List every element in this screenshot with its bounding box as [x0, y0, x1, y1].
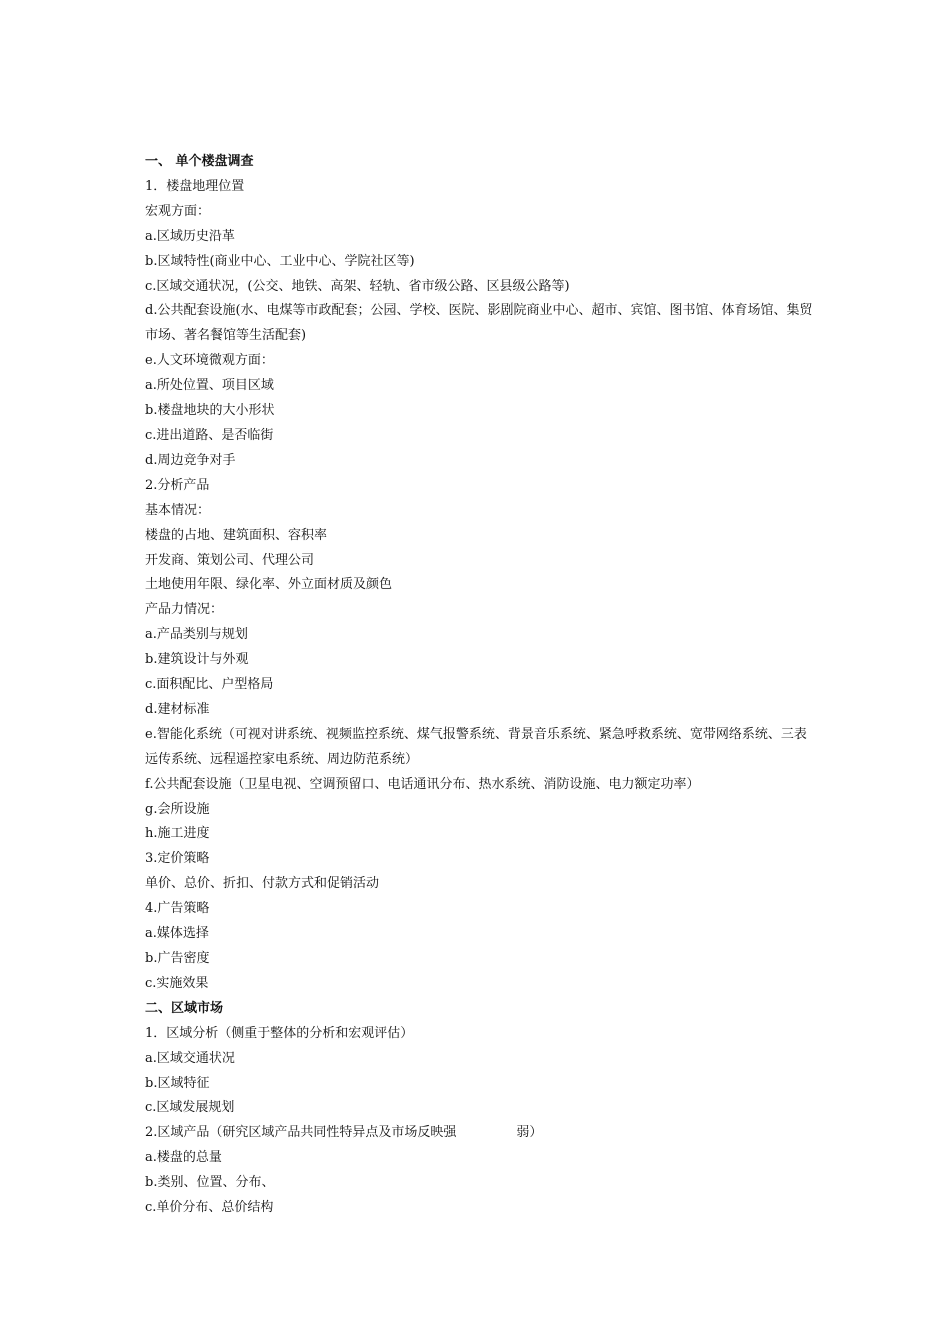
- text-line: 基本情况：: [145, 502, 211, 518]
- list-item: d.公共配套设施(水、电煤等市政配套；公园、学校、医院、影剧院商业中心、超市、宾馆、图书馆、体育场馆、集贸市场、著名餐馆等生活配套): [145, 303, 813, 344]
- list-item: d.周边竞争对手: [145, 452, 236, 468]
- subheading-text: 2.区域产品（研究区域产品共同性特异点及市场反映强: [145, 1125, 457, 1141]
- subheading: 1．区域分析（侧重于整体的分析和宏观评估）: [145, 1025, 414, 1041]
- list-item: a.产品类别与规划: [145, 627, 248, 643]
- list-item: c.实施效果: [145, 975, 209, 991]
- text-line: 开发商、策划公司、代理公司: [145, 552, 315, 568]
- list-item: a.所处位置、项目区域: [145, 378, 274, 394]
- list-item: b.区域特性(商业中心、工业中心、学院社区等): [145, 253, 415, 269]
- list-item: c.区域发展规划: [145, 1100, 235, 1116]
- list-item: b.区域特征: [145, 1075, 210, 1091]
- list-item: f.公共配套设施（卫星电视、空调预留口、电话通讯分布、热水系统、消防设施、电力额定功率）: [145, 776, 700, 792]
- subheading: 2.分析产品: [145, 477, 210, 493]
- text-line: 产品力情况：: [145, 602, 224, 618]
- text-line: 单价、总价、折扣、付款方式和促销活动: [145, 876, 380, 892]
- section-heading-2: 二、区域市场: [145, 1000, 224, 1016]
- list-item: a.区域交通状况: [145, 1050, 235, 1066]
- text-line: 宏观方面：: [145, 203, 211, 219]
- list-item: e.智能化系统（可视对讲系统、视频监控系统、煤气报警系统、背景音乐系统、紧急呼救系统、宽带网络系统、三表远传系统、远程遥控家电系统、周边防范系统）: [145, 726, 807, 767]
- list-item: b.类别、位置、分布、: [145, 1175, 275, 1191]
- list-item: b.建筑设计与外观: [145, 652, 249, 668]
- list-item: g.会所设施: [145, 801, 210, 817]
- list-item: d.建材标准: [145, 701, 210, 717]
- list-item: b.广告密度: [145, 951, 210, 966]
- list-item: c.进出道路、是否临街: [145, 427, 274, 443]
- list-item: b.楼盘地块的大小形状: [145, 403, 275, 419]
- subheading: 3.定价策略: [145, 851, 210, 867]
- list-item: a.楼盘的总量: [145, 1150, 222, 1166]
- list-item: e.人文环境微观方面：: [145, 353, 274, 369]
- document-page: [145, 150, 815, 1221]
- list-item: a.媒体选择: [145, 926, 209, 942]
- subheading: 4.广告策略: [145, 901, 210, 917]
- subheading-tail: 弱）: [516, 1125, 543, 1141]
- text-line: 土地使用年限、绿化率、外立面材质及颜色: [145, 577, 393, 593]
- list-item: c.单价分布、总价结构: [145, 1200, 274, 1216]
- subheading: 1．楼盘地理位置: [145, 178, 245, 194]
- list-item: h.施工进度: [145, 826, 210, 842]
- list-item: c.面积配比、户型格局: [145, 677, 274, 693]
- list-item: a.区域历史沿革: [145, 228, 235, 244]
- subheading: [145, 1121, 815, 1146]
- list-item: c.区域交通状况，(公交、地铁、高架、轻轨、省市级公路、区县级公路等): [145, 278, 570, 294]
- section-heading-1: 一、 单个楼盘调查: [145, 154, 254, 169]
- text-line: 楼盘的占地、建筑面积、容积率: [145, 527, 328, 543]
